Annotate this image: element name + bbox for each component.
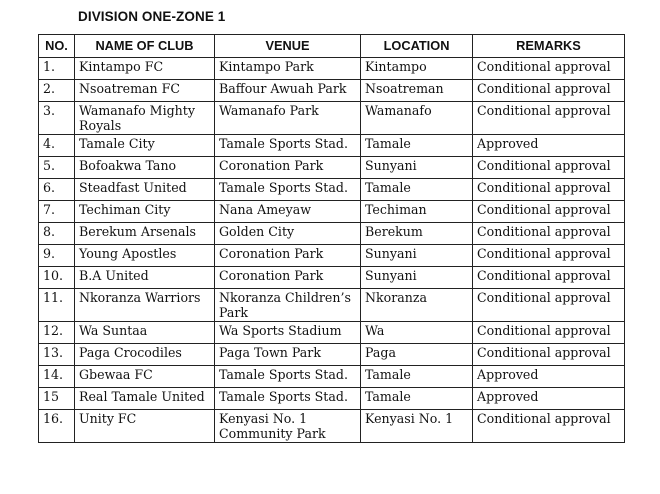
cell-no: 4. [39, 135, 75, 157]
cell-club: Wamanafo Mighty Royals [75, 102, 215, 135]
cell-venue: Tamale Sports Stad. [215, 179, 361, 201]
cell-venue: Coronation Park [215, 157, 361, 179]
cell-location: Tamale [361, 135, 473, 157]
cell-location: Nsoatreman [361, 80, 473, 102]
table-row [39, 366, 625, 388]
cell-club: Bofoakwa Tano [75, 157, 215, 179]
cell-venue: Nkoranza Children’s Park [215, 289, 361, 322]
cell-location: Kenyasi No. 1 [361, 410, 473, 443]
cell-remarks: Conditional approval [473, 267, 625, 289]
cell-no: 15 [39, 388, 75, 410]
cell-venue: Golden City [215, 223, 361, 245]
cell-location: Tamale [361, 179, 473, 201]
cell-club: Real Tamale United [75, 388, 215, 410]
cell-no: 11. [39, 289, 75, 322]
cell-remarks: Approved [473, 135, 625, 157]
header-no: NO. [39, 35, 75, 58]
cell-location: Paga [361, 344, 473, 366]
cell-club: Techiman City [75, 201, 215, 223]
cell-no: 5. [39, 157, 75, 179]
cell-remarks: Conditional approval [473, 201, 625, 223]
cell-no: 16. [39, 410, 75, 443]
cell-club: B.A United [75, 267, 215, 289]
cell-remarks: Conditional approval [473, 58, 625, 80]
table-row [39, 223, 625, 245]
cell-venue: Kintampo Park [215, 58, 361, 80]
cell-no: 9. [39, 245, 75, 267]
table-row [39, 322, 625, 344]
cell-no: 14. [39, 366, 75, 388]
cell-venue: Tamale Sports Stad. [215, 388, 361, 410]
cell-remarks: Conditional approval [473, 245, 625, 267]
cell-location: Sunyani [361, 245, 473, 267]
cell-location: Tamale [361, 388, 473, 410]
cell-no: 8. [39, 223, 75, 245]
cell-remarks: Conditional approval [473, 289, 625, 322]
cell-venue: Wa Sports Stadium [215, 322, 361, 344]
cell-remarks: Approved [473, 388, 625, 410]
table-row [39, 102, 625, 135]
cell-location: Sunyani [361, 157, 473, 179]
document-title: DIVISION ONE-ZONE 1 [78, 9, 226, 24]
cell-remarks: Conditional approval [473, 223, 625, 245]
table-row [39, 135, 625, 157]
table-row [39, 344, 625, 366]
cell-location: Kintampo [361, 58, 473, 80]
header-venue: VENUE [215, 35, 361, 58]
cell-club: Kintampo FC [75, 58, 215, 80]
cell-venue: Coronation Park [215, 245, 361, 267]
cell-remarks: Conditional approval [473, 410, 625, 443]
header-location: LOCATION [361, 35, 473, 58]
table-row [39, 388, 625, 410]
table-row [39, 157, 625, 179]
cell-venue: Paga Town Park [215, 344, 361, 366]
cell-remarks: Conditional approval [473, 322, 625, 344]
cell-venue: Kenyasi No. 1 Community Park [215, 410, 361, 443]
cell-club: Gbewaa FC [75, 366, 215, 388]
cell-club: Nsoatreman FC [75, 80, 215, 102]
cell-no: 1. [39, 58, 75, 80]
cell-no: 2. [39, 80, 75, 102]
cell-remarks: Conditional approval [473, 179, 625, 201]
cell-remarks: Conditional approval [473, 102, 625, 135]
cell-club: Paga Crocodiles [75, 344, 215, 366]
cell-club: Tamale City [75, 135, 215, 157]
table-row [39, 289, 625, 322]
cell-venue: Baffour Awuah Park [215, 80, 361, 102]
table-row [39, 267, 625, 289]
cell-location: Sunyani [361, 267, 473, 289]
clubs-table [38, 34, 625, 443]
cell-remarks: Approved [473, 366, 625, 388]
table-row [39, 80, 625, 102]
cell-club: Nkoranza Warriors [75, 289, 215, 322]
cell-no: 7. [39, 201, 75, 223]
cell-club: Steadfast United [75, 179, 215, 201]
table-row [39, 245, 625, 267]
cell-club: Unity FC [75, 410, 215, 443]
cell-location: Berekum [361, 223, 473, 245]
cell-no: 12. [39, 322, 75, 344]
table-header-row [39, 35, 625, 58]
cell-remarks: Conditional approval [473, 344, 625, 366]
cell-venue: Wamanafo Park [215, 102, 361, 135]
table-row [39, 179, 625, 201]
cell-club: Young Apostles [75, 245, 215, 267]
cell-venue: Nana Ameyaw [215, 201, 361, 223]
cell-location: Techiman [361, 201, 473, 223]
cell-club: Wa Suntaa [75, 322, 215, 344]
cell-no: 6. [39, 179, 75, 201]
cell-location: Nkoranza [361, 289, 473, 322]
cell-no: 3. [39, 102, 75, 135]
cell-location: Wa [361, 322, 473, 344]
cell-remarks: Conditional approval [473, 157, 625, 179]
cell-venue: Tamale Sports Stad. [215, 135, 361, 157]
cell-no: 13. [39, 344, 75, 366]
cell-venue: Tamale Sports Stad. [215, 366, 361, 388]
cell-no: 10. [39, 267, 75, 289]
cell-venue: Coronation Park [215, 267, 361, 289]
cell-location: Tamale [361, 366, 473, 388]
table-row [39, 201, 625, 223]
cell-remarks: Conditional approval [473, 80, 625, 102]
header-club: NAME OF CLUB [75, 35, 215, 58]
cell-club: Berekum Arsenals [75, 223, 215, 245]
header-remarks: REMARKS [473, 35, 625, 58]
cell-location: Wamanafo [361, 102, 473, 135]
table-row [39, 410, 625, 443]
table-row [39, 58, 625, 80]
